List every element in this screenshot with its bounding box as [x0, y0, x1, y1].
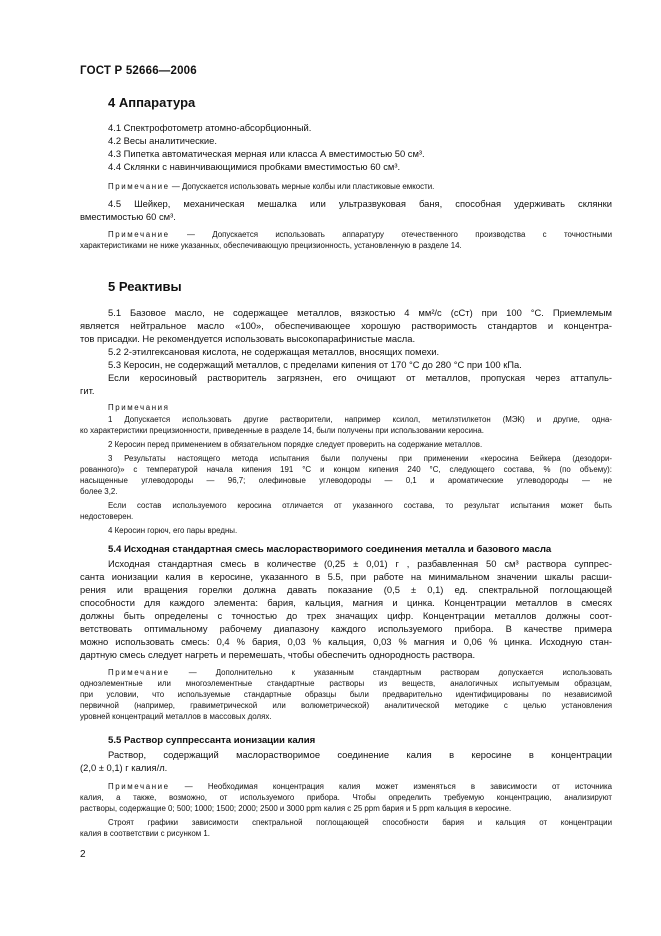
para-5-1-line1: 5.1 Базовое масло, не содержащее металлов, вязкостью 4 мм²/с (сСт) при 100 °С. Приемлемым	[108, 307, 612, 318]
note-5-3-line4: более 3,2.	[80, 487, 118, 496]
note-5-3-line3: насыщенные углеводороды — 96,7; олефиновые углеводороды — 0,1 и ароматические углеводороды — не	[80, 476, 612, 485]
note-label: Примечание	[108, 668, 170, 677]
page-number: 2	[80, 849, 86, 860]
section-5-title: 5 Реактивы	[108, 279, 182, 294]
note-text: — Дополнительно к указанным стандартным растворам допускается использовать	[169, 668, 612, 677]
note-label: Примечание	[108, 230, 170, 239]
document-header: ГОСТ Р 52666—2006	[80, 65, 197, 77]
note-4-equipment-line2: характеристиками не ниже указанных, обеспечивающую прецизионность, установленную в разделе 14.	[80, 241, 462, 250]
item-4-5-line2: вместимостью 60 см³.	[80, 211, 176, 222]
para-5-5-line1: Раствор, содержащий маслорастворимое соединение калия в керосине в концентрации	[108, 749, 612, 760]
para-5-3: 5.3 Керосин, не содержащий металлов, с пределами кипения от 170 °С до 280 °С при 100 кПа.	[108, 359, 522, 370]
para-5-4-line6: ветствовать оптимальному рабочему диапазону каждого используемого прибора. В качестве примера	[80, 623, 612, 634]
section-4-title: 4 Аппаратура	[108, 95, 196, 110]
item-4-5-line1: 4.5 Шейкер, механическая мешалка или ультразвуковая баня, способная удерживать склянки	[108, 198, 612, 209]
para-5-4-line7: можно использовать смесь: 0,4 % бария, 0,03 % кальция, 0,03 % магния и 0,06 % цинка. Исходную стан-	[80, 636, 612, 647]
para-5-4-line1: Исходная стандартная смесь в количестве (0,25 ± 0,01) г , разбавленная 50 см³ раствора суппрес-	[108, 558, 612, 569]
note-5-1-line1: 1 Допускается использовать другие растворители, например ксилол, метилэтилкетон (МЭК) и другие, одна-	[108, 415, 612, 424]
note-5-3-line1: 3 Результаты настоящего метода испытания были получены при применении «керосина Бейкера (дезодори-	[108, 454, 612, 463]
para-5-5-line2: (2,0 ± 0,1) г калия/л.	[80, 762, 168, 773]
note-text: — Допускается использовать аппаратуру отечественного производства с точностными	[169, 230, 612, 239]
note-text: — Допускается использовать мерные колбы или пластиковые емкости.	[169, 182, 435, 191]
note-5-5-line2: калия, а также, возможно, от используемого прибора. Чтобы определить требуемую концентрацию, анализируют	[80, 793, 612, 802]
para-5-1-line2: является нейтральное масло «100», обеспечивающее хорошую растворимость стандартов и концентра-	[80, 320, 612, 331]
para-5-4-line4: способности для каждого элемента: бария, кальция, магния и цинка. Концентрации металлов в смесях	[80, 597, 612, 608]
para-5-2: 5.2 2-этилгексановая кислота, не содержащая металлов, вносящих помехи.	[108, 346, 440, 357]
para-5-4-line8: дартную смесь следует нагреть и перемешать, чтобы обеспечить однородность раствора.	[80, 649, 476, 660]
note-5-5-line4: Строят графики зависимости спектральной поглощающей способности бария и кальция от концентрации	[108, 818, 612, 827]
note-5-4-line5: уровней концентраций металлов в массовых долях.	[80, 712, 272, 721]
para-5-1-line3: тов присадки. Не рекомендуется использовать высокопарафинистые масла.	[80, 333, 416, 344]
note-5-4-line4: первичной (например, гравиметрической или волюметрической) аналитической методике с целью установления	[80, 701, 612, 710]
note-label: Примечание	[108, 782, 170, 791]
para-5-4-line5: должны быть определены с точностью до трех значащих цифр. Концентрации металлов должны соот-	[80, 610, 612, 621]
para-5-4-line3: рения или вращения горелки должна давать показание (0,5 ± 0,1) ед. спектральной поглощающей	[80, 584, 612, 595]
subsection-5-4-title: 5.4 Исходная стандартная смесь маслорастворимого соединения металла и базового масла	[108, 544, 552, 555]
para-5-4-line2: санта ионизации калия в керосине, указанного в 5.5, при работе на минимальном значении шкалы расши-	[80, 571, 612, 582]
note-5-3-cont-line2: недостоверен.	[80, 512, 134, 521]
note-5-4-line3: при условии, что используемые стандартные образцы были предварительно идентифицированы по независимой	[80, 690, 612, 699]
notes-heading: Примечания	[108, 403, 170, 412]
note-5-1-line2: ко характеристики прецизионности, приведенные в разделе 14, были получены при использовании керосина.	[80, 426, 484, 435]
para-5-3-cont-line1: Если керосиновый растворитель загрязнен, его очищают от металлов, пропуская через аттапуль-	[108, 372, 612, 383]
item-4-4: 4.4 Склянки с навинчивающимися пробками вместимостью 60 см³.	[108, 161, 401, 172]
note-4-apparatus	[108, 182, 434, 193]
item-4-3: 4.3 Пипетка автоматическая мерная или класса А вместимостью 50 см³.	[108, 148, 425, 159]
note-5-3-line2: рованного)» с температурой начала кипения 191 °С и концом кипения 240 °С, следующего состава, % (по объему):	[80, 465, 612, 474]
note-4-equipment-line1	[108, 230, 612, 241]
note-5-5-line1	[108, 782, 612, 793]
note-5-2: 2 Керосин перед применением в обязательном порядке следует проверить на содержание металлов.	[108, 440, 483, 449]
para-5-3-cont-line2: гит.	[80, 385, 95, 396]
subsection-5-5-title: 5.5 Раствор суппрессанта ионизации калия	[108, 735, 316, 746]
item-4-1: 4.1 Спектрофотометр атомно-абсорбционный.	[108, 122, 312, 133]
note-5-5-line5: калия в соответствии с рисунком 1.	[80, 829, 210, 838]
note-5-4: 4 Керосин горюч, его пары вредны.	[108, 526, 238, 535]
note-5-4-line1	[108, 668, 612, 679]
note-5-5-line3: растворы, содержащие 0; 500; 1000; 1500; 2000; 2500 и 3000 ppm калия с 25 ppm бария и 5 ppm кальция в керосине.	[80, 804, 512, 813]
note-5-4-line2: одноэлементные или многоэлементные стандартные растворы из веществ, аналогичных испытуемым образцам,	[80, 679, 612, 688]
note-label: Примечание	[108, 182, 170, 191]
note-5-3-cont-line1: Если состав используемого керосина отличается от указанного состава, то результат испытания может быть	[108, 501, 612, 510]
note-text: — Необходимая концентрация калия может изменяться в зависимости от источника	[169, 782, 612, 791]
item-4-2: 4.2 Весы аналитические.	[108, 135, 217, 146]
